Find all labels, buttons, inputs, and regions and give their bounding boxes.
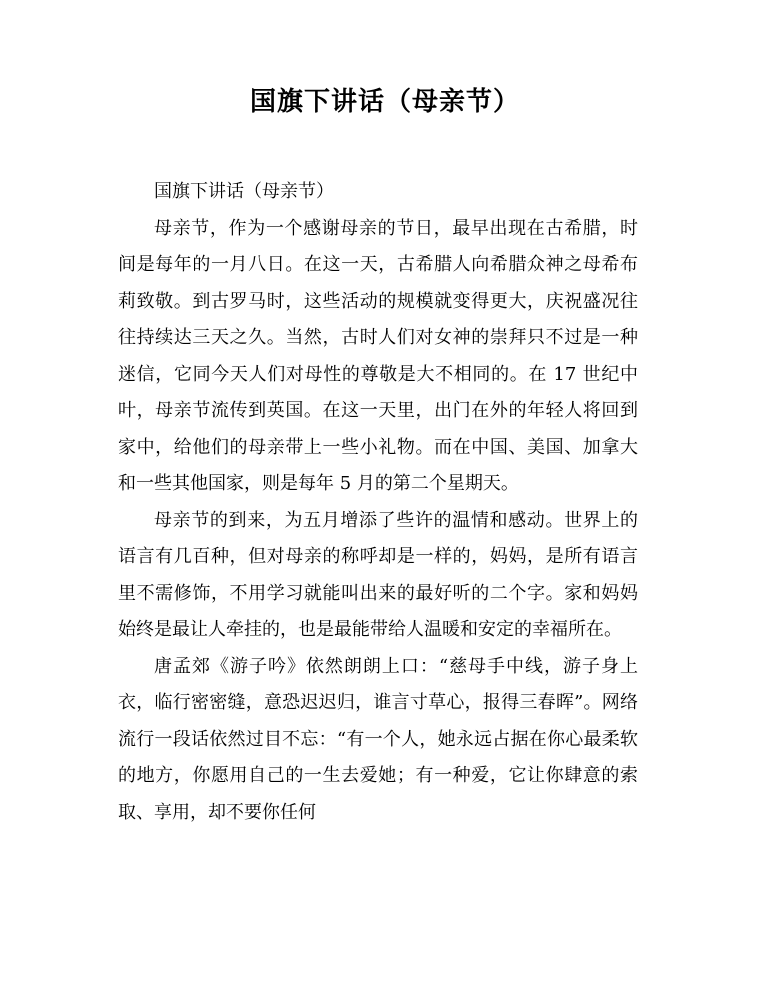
paragraph-subtitle: 国旗下讲话（母亲节）	[154, 181, 334, 202]
paragraph-history: 母亲节，作为一个感谢母亲的节日，最早出现在古希腊，时间是每年的一月八日。在这一天，古希腊人向希腊众神之母希布莉致敬。到古罗马时，这些活动的规模就变得更大，庆祝盛况往往持续达三天之久。当然，古时人们对女神的崇拜只不过是一种迷信，它同今天人们对母性的尊敬是大不相同的。在 17 世纪中叶，母亲节流传到英国。在这一天里，出门在外的年轻人将回到家中，给他们的母亲带上一些小礼物。而在中国、美国、加拿大和一些其他国家，则是每年 5 月的第二个星期天。	[118, 217, 638, 494]
document-title: 国旗下讲话（母亲节）	[249, 87, 520, 117]
document-body	[118, 174, 638, 831]
paragraph-warmth: 母亲节的到来，为五月增添了些许的温情和感动。世界上的语言有几百种，但对母亲的称呼却是一样的，妈妈，是所有语言里不需修饰，不用学习就能叫出来的最好听的二个字。家和妈妈始终是最让人牵挂的，也是最能带给人温暖和安定的幸福所在。	[118, 509, 638, 640]
paragraph-poem: 唐孟郊《游子吟》依然朗朗上口：“慈母手中线，游子身上衣，临行密密缝，意恐迟迟归，谁言寸草心，报得三春晖”。网络流行一段话依然过目不忘：“有一个人，她永远占据在你心最柔软的地方，你愿用自己的一生去爱她；有一种爱，它让你肆意的索取、享用，却不要你任何	[118, 655, 638, 823]
